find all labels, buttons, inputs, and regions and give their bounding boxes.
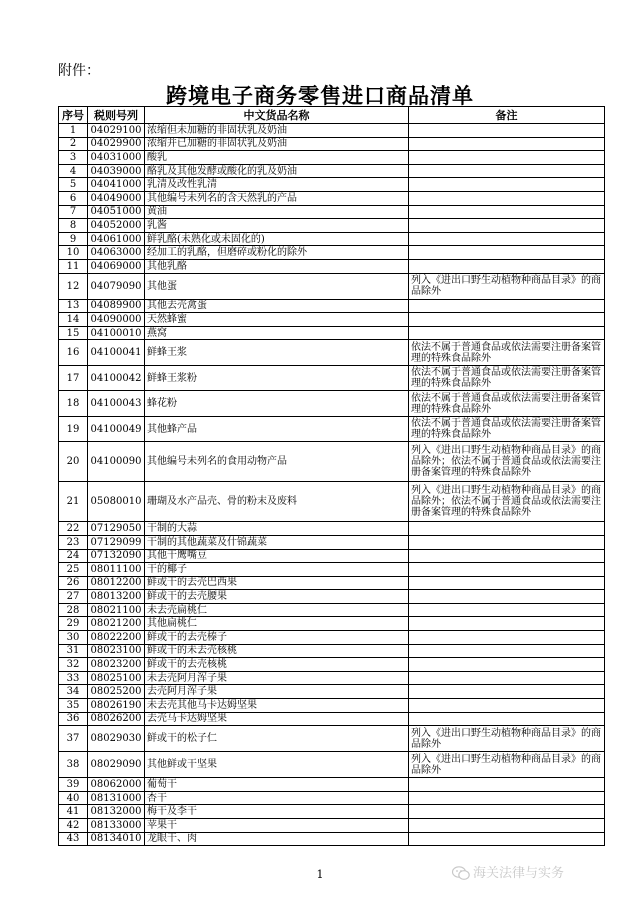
cell-note [409,232,605,246]
cell-seq: 7 [59,205,88,219]
cell-code: 08022200 [88,631,145,645]
cell-note: 依法不属于普通食品或依法需要注册备案管理的特殊食品除外 [409,416,605,442]
table-row [59,151,605,165]
table-row [59,326,605,340]
cell-seq: 34 [59,685,88,699]
cell-note [409,644,605,658]
cell-seq: 3 [59,151,88,165]
cell-name: 未去壳阿月浑子果 [145,671,409,685]
cell-seq: 5 [59,178,88,192]
cell-code: 08131000 [88,791,145,805]
cell-name: 蜂花粉 [145,391,409,417]
table-row [59,442,605,482]
table-row [59,535,605,549]
cell-note: 列入《进出口野生动植物种商品目录》的商品除外 [409,273,605,299]
cell-seq: 24 [59,549,88,563]
cell-seq: 20 [59,442,88,482]
cell-seq: 10 [59,246,88,260]
cell-code: 04100010 [88,326,145,340]
cell-seq: 29 [59,617,88,631]
cell-code: 08023100 [88,644,145,658]
cell-seq: 1 [59,124,88,138]
cell-name: 其他乳酪 [145,259,409,273]
attachment-label: 附件： [58,63,100,79]
table-row [59,752,605,778]
cell-seq: 22 [59,522,88,536]
cell-code: 08062000 [88,778,145,792]
table-row [59,699,605,713]
cell-name: 鲜或干的去壳榛子 [145,631,409,645]
header-note: 备注 [409,107,605,124]
cell-name: 浓缩并已加糖的非固状乳及奶油 [145,137,409,151]
cell-code: 04029900 [88,137,145,151]
cell-seq: 31 [59,644,88,658]
cell-seq: 16 [59,340,88,366]
cell-code: 04100041 [88,340,145,366]
cell-name: 其他鲜或干坚果 [145,752,409,778]
cell-note: 依法不属于普通食品或依法需要注册备案管理的特殊食品除外 [409,365,605,391]
cell-note [409,631,605,645]
table-row [59,365,605,391]
cell-code: 04079090 [88,273,145,299]
table-row [59,631,605,645]
cell-name: 鲜或干的去壳腰果 [145,590,409,604]
table-row [59,340,605,366]
cell-note [409,178,605,192]
cell-seq: 6 [59,191,88,205]
cell-note [409,617,605,631]
cell-name: 其他干鹰嘴豆 [145,549,409,563]
cell-code: 08029090 [88,752,145,778]
cell-code: 08132000 [88,805,145,819]
cell-seq: 36 [59,712,88,726]
cell-code: 08029030 [88,726,145,752]
cell-code: 08012200 [88,576,145,590]
cell-note [409,219,605,233]
cell-seq: 42 [59,819,88,833]
cell-seq: 32 [59,658,88,672]
cell-note [409,590,605,604]
cell-note [409,819,605,833]
table-row [59,590,605,604]
cell-note [409,685,605,699]
table-row [59,191,605,205]
cell-name: 鲜蜂王浆粉 [145,365,409,391]
cell-name: 其他蜂产品 [145,416,409,442]
cell-seq: 19 [59,416,88,442]
table-row [59,205,605,219]
cell-seq: 33 [59,671,88,685]
document-title: 跨境电子商务零售进口商品清单 [166,83,474,108]
table-row [59,178,605,192]
cell-code: 04063000 [88,246,145,260]
cell-name: 鲜或干的松子仁 [145,726,409,752]
table-row [59,726,605,752]
cell-note [409,535,605,549]
cell-seq: 14 [59,313,88,327]
cell-seq: 41 [59,805,88,819]
table-row [59,482,605,522]
cell-code: 04029100 [88,124,145,138]
cell-seq: 2 [59,137,88,151]
cell-note [409,671,605,685]
cell-note [409,522,605,536]
table-row [59,617,605,631]
cell-code: 08134010 [88,832,145,846]
cell-name: 经加工的乳酪，但磨碎或粉化的除外 [145,246,409,260]
cell-name: 鲜乳酪(未熟化或未固化的) [145,232,409,246]
cell-note [409,164,605,178]
watermark [452,862,564,881]
cell-name: 龙眼干、肉 [145,832,409,846]
cell-name: 其他编号未列名的含天然乳的产品 [145,191,409,205]
cell-note [409,191,605,205]
cell-code: 04100043 [88,391,145,417]
table-row [59,246,605,260]
table-row [59,832,605,846]
cell-code: 04049000 [88,191,145,205]
cell-code: 04069000 [88,259,145,273]
cell-note [409,658,605,672]
cell-code: 04051000 [88,205,145,219]
cell-seq: 43 [59,832,88,846]
table-row [59,313,605,327]
cell-note [409,326,605,340]
cell-code: 04100049 [88,416,145,442]
cell-note [409,259,605,273]
header-name: 中文货品名称 [145,107,409,124]
cell-seq: 8 [59,219,88,233]
table-header-row [59,107,605,124]
cell-seq: 21 [59,482,88,522]
cell-seq: 9 [59,232,88,246]
cell-code: 04090000 [88,313,145,327]
cell-seq: 13 [59,299,88,313]
cell-code: 04052000 [88,219,145,233]
cell-seq: 23 [59,535,88,549]
header-seq: 序号 [59,107,88,124]
cell-name: 未去壳扁桃仁 [145,603,409,617]
cell-seq: 18 [59,391,88,417]
cell-code: 04039000 [88,164,145,178]
cell-seq: 25 [59,563,88,577]
cell-name: 鲜或干的未去壳核桃 [145,644,409,658]
cell-code: 08026190 [88,699,145,713]
table-row [59,685,605,699]
header-code: 税则号列 [88,107,145,124]
cell-note [409,299,605,313]
cell-code: 04100042 [88,365,145,391]
cell-code: 08023200 [88,658,145,672]
cell-note: 列入《进出口野生动植物种商品目录》的商品除外 [409,752,605,778]
cell-name: 未去壳其他马卡达姆坚果 [145,699,409,713]
table-row [59,819,605,833]
cell-seq: 28 [59,603,88,617]
table-row [59,259,605,273]
cell-code: 08011100 [88,563,145,577]
cell-note: 依法不属于普通食品或依法需要注册备案管理的特殊食品除外 [409,391,605,417]
cell-name: 天然蜂蜜 [145,313,409,327]
page-number: 1 [316,868,324,881]
cell-seq: 38 [59,752,88,778]
cell-seq: 27 [59,590,88,604]
cell-code: 04089900 [88,299,145,313]
cell-note: 依法不属于普通食品或依法需要注册备案管理的特殊食品除外 [409,340,605,366]
cell-note: 列入《进出口野生动植物种商品目录》的商品除外；依法不属于普通食品或依法需要注册备案管理的特殊食品除外 [409,442,605,482]
table-row [59,137,605,151]
table-row [59,658,605,672]
cell-name: 鲜或干的去壳核桃 [145,658,409,672]
cell-code: 08025200 [88,685,145,699]
cell-seq: 40 [59,791,88,805]
cell-name: 酸乳 [145,151,409,165]
wechat-icon [452,866,470,881]
table-row [59,576,605,590]
cell-name: 去壳阿月浑子果 [145,685,409,699]
table-row [59,778,605,792]
cell-name: 杏干 [145,791,409,805]
cell-note [409,805,605,819]
cell-seq: 12 [59,273,88,299]
cell-note [409,712,605,726]
cell-name: 梅干及李干 [145,805,409,819]
cell-name: 鲜蜂王浆 [145,340,409,366]
cell-name: 干制的其他蔬菜及什锦蔬菜 [145,535,409,549]
cell-name: 其他扁桃仁 [145,617,409,631]
cell-note [409,313,605,327]
cell-name: 酪乳及其他发酵或酸化的乳及奶油 [145,164,409,178]
cell-name: 去壳马卡达姆坚果 [145,712,409,726]
cell-note [409,832,605,846]
table-row [59,124,605,138]
cell-code: 08133000 [88,819,145,833]
cell-code: 08021200 [88,617,145,631]
table-row [59,563,605,577]
cell-name: 鲜或干的去壳巴西果 [145,576,409,590]
cell-name: 乳清及改性乳清 [145,178,409,192]
cell-seq: 11 [59,259,88,273]
cell-note [409,778,605,792]
cell-seq: 37 [59,726,88,752]
goods-list-table [58,106,605,846]
table-row [59,219,605,233]
cell-code: 07129099 [88,535,145,549]
table-body [59,124,605,846]
cell-note [409,576,605,590]
cell-note: 列入《进出口野生动植物种商品目录》的商品除外；依法不属于普通食品或依法需要注册备案管理的特殊食品除外 [409,482,605,522]
cell-seq: 35 [59,699,88,713]
table-row [59,603,605,617]
cell-note [409,151,605,165]
table-row [59,671,605,685]
cell-note [409,603,605,617]
table-row [59,791,605,805]
table-row [59,273,605,299]
cell-name: 苹果干 [145,819,409,833]
table-row [59,416,605,442]
cell-note [409,563,605,577]
cell-name: 珊瑚及水产品壳、骨的粉末及废料 [145,482,409,522]
cell-name: 其他去壳禽蛋 [145,299,409,313]
cell-name: 干的椰子 [145,563,409,577]
cell-name: 其他蛋 [145,273,409,299]
cell-note [409,549,605,563]
cell-name: 浓缩但未加糖的非固状乳及奶油 [145,124,409,138]
table-row [59,391,605,417]
cell-code: 08025100 [88,671,145,685]
cell-note [409,699,605,713]
cell-code: 08021100 [88,603,145,617]
table-row [59,164,605,178]
cell-note [409,205,605,219]
cell-code: 04061000 [88,232,145,246]
cell-seq: 17 [59,365,88,391]
cell-note [409,124,605,138]
table-row [59,549,605,563]
cell-name: 其他编号未列名的食用动物产品 [145,442,409,482]
table-row [59,712,605,726]
cell-code: 08013200 [88,590,145,604]
cell-code: 04031000 [88,151,145,165]
cell-code: 04100090 [88,442,145,482]
cell-note [409,246,605,260]
cell-code: 04041000 [88,178,145,192]
cell-code: 08026200 [88,712,145,726]
cell-code: 05080010 [88,482,145,522]
cell-note: 列入《进出口野生动植物种商品目录》的商品除外 [409,726,605,752]
cell-code: 07129050 [88,522,145,536]
cell-code: 07132090 [88,549,145,563]
table-row [59,522,605,536]
cell-name: 黄油 [145,205,409,219]
cell-name: 乳酱 [145,219,409,233]
table-row [59,805,605,819]
cell-seq: 15 [59,326,88,340]
cell-name: 燕窝 [145,326,409,340]
cell-seq: 30 [59,631,88,645]
cell-seq: 4 [59,164,88,178]
watermark-text: 海关法律与实务 [473,866,565,881]
cell-note [409,791,605,805]
table-row [59,232,605,246]
cell-note [409,137,605,151]
cell-name: 干制的大蒜 [145,522,409,536]
cell-seq: 26 [59,576,88,590]
cell-name: 葡萄干 [145,778,409,792]
cell-seq: 39 [59,778,88,792]
table-row [59,644,605,658]
table-row [59,299,605,313]
